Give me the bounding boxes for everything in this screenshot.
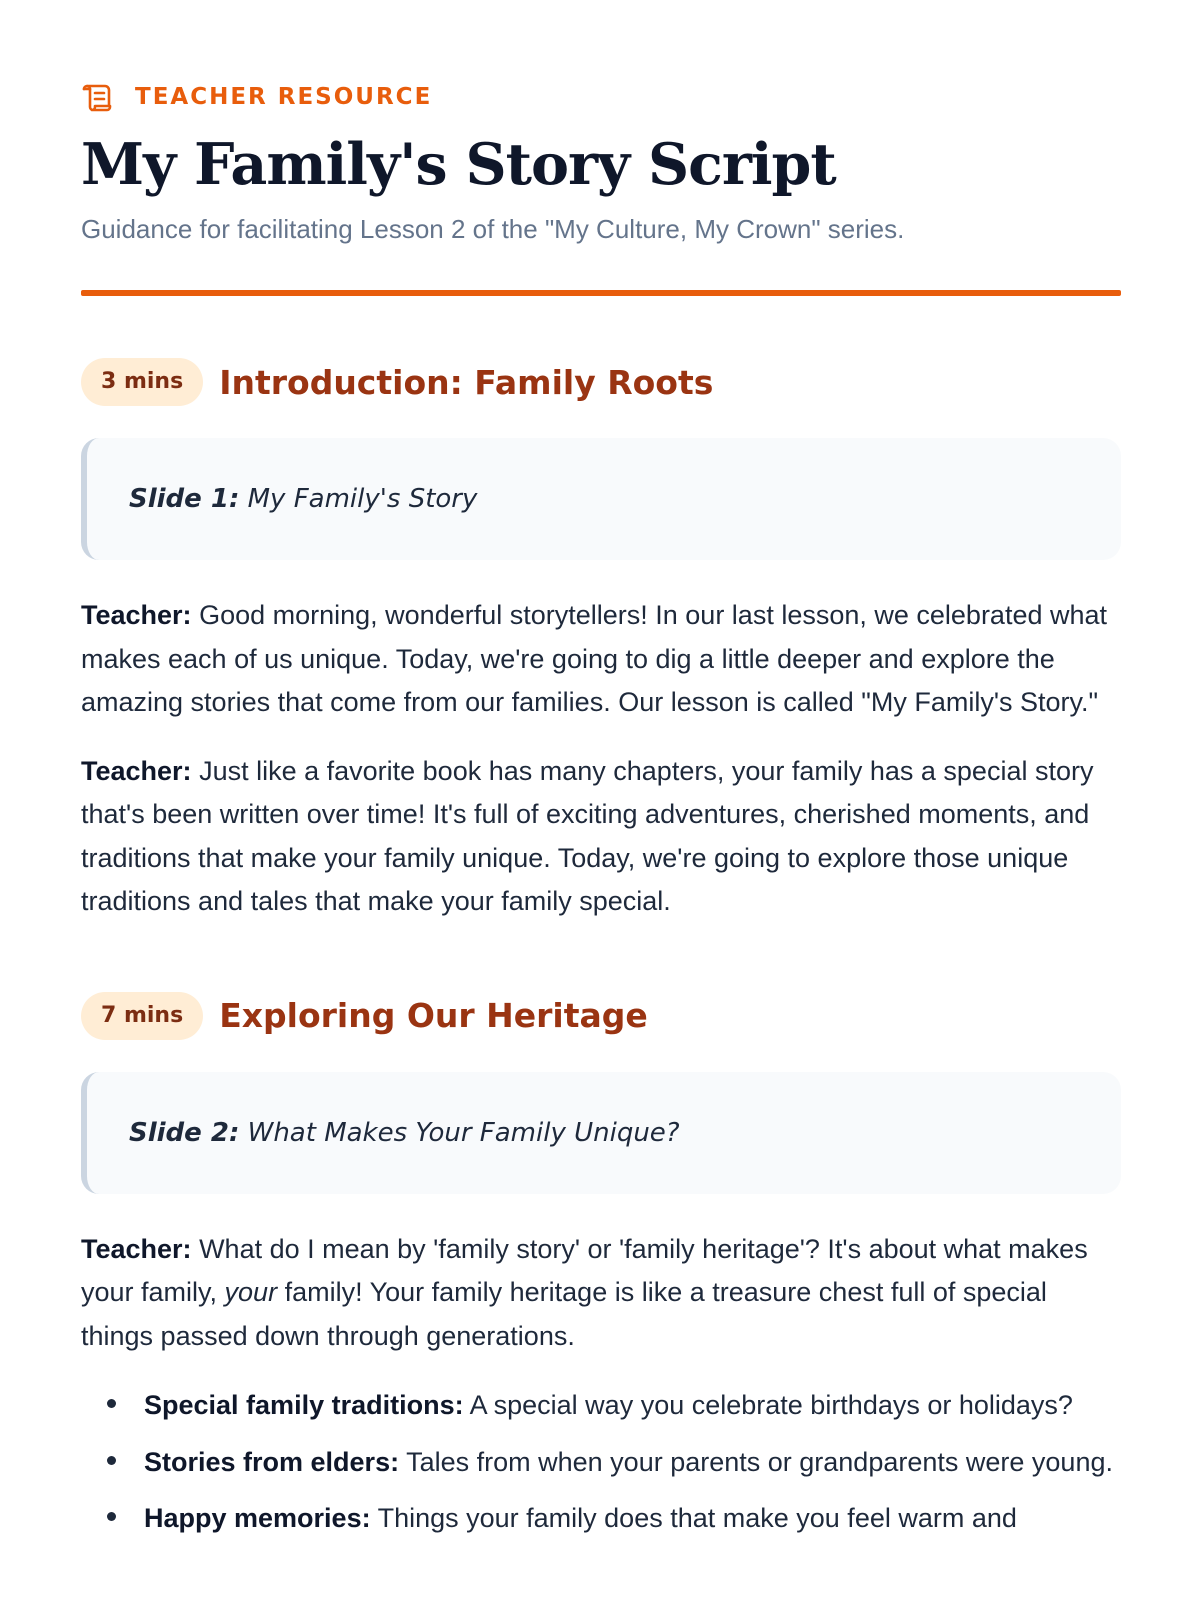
paragraph-text: Just like a favorite book has many chapters, your family has a special story that's been written over time! It's full of exciting adventures, cherished moments, and traditions that make your family unique. Today, we're going to explore those unique traditions and tales that make your family special. — [81, 755, 1094, 916]
bullet-icon — [107, 1456, 116, 1465]
list-item — [107, 1497, 1121, 1541]
slide-title: My Family's Story — [247, 484, 478, 514]
list-item-text: Things your family does that make you feel warm and — [377, 1503, 1017, 1533]
emphasis-text: your — [224, 1277, 278, 1307]
bullet-icon — [107, 1512, 116, 1521]
header-divider — [81, 290, 1121, 296]
eyebrow — [81, 80, 1121, 114]
time-badge: 3 mins — [81, 358, 203, 406]
script-paragraph — [81, 1228, 1121, 1359]
page-subtitle: Guidance for facilitating Lesson 2 of the "My Culture, My Crown" series. — [81, 214, 905, 244]
document-content — [81, 80, 1121, 1554]
speaker-label: Teacher: — [81, 600, 192, 630]
bullet-icon — [107, 1399, 116, 1408]
list-item — [107, 1384, 1121, 1428]
paragraph-text: Good morning, wonderful storytellers! In our last lesson, we celebrated what makes each of us unique. Today, we're going to dig a little deeper and explore the amazing stories that come from our families. Our lesson is called "My Family's Story." — [81, 600, 1108, 717]
script-paragraph — [81, 750, 1121, 924]
list-item-term: Happy memories: — [144, 1503, 371, 1533]
list-item-text: Tales from when your parents or grandparents were young. — [406, 1446, 1113, 1477]
slide-label: Slide 2: — [129, 1117, 240, 1148]
speaker-label: Teacher: — [81, 1233, 192, 1264]
heritage-list — [81, 1384, 1121, 1541]
time-badge: 7 mins — [81, 992, 203, 1040]
page-title: My Family's Story Script — [81, 131, 836, 198]
paragraph-text: family! Your family heritage is like a treasure chest full of special things passed down through generations. — [81, 1277, 1047, 1351]
slide-callout — [81, 438, 1121, 560]
script-paragraph — [81, 594, 1121, 725]
list-item — [107, 1441, 1121, 1485]
section-title: Exploring Our Heritage — [219, 996, 648, 1035]
scroll-icon — [81, 82, 113, 112]
slide-callout — [81, 1072, 1121, 1194]
section-title: Introduction: Family Roots — [219, 362, 714, 402]
list-item-term: Special family traditions: — [144, 1390, 464, 1420]
section-header-heritage — [81, 992, 1121, 1040]
paragraph-text: What do I mean by 'family story' or 'family heritage'? It's about what makes your family, — [81, 1233, 1088, 1307]
slide-label: Slide 1: — [129, 484, 240, 514]
speaker-label: Teacher: — [81, 755, 192, 786]
eyebrow-label: TEACHER RESOURCE — [135, 84, 433, 110]
list-item-text: A special way you celebrate birthdays or holidays? — [469, 1390, 1073, 1420]
section-header-introduction — [81, 358, 1121, 406]
list-item-term: Stories from elders: — [144, 1446, 400, 1477]
slide-title: What Makes Your Family Unique? — [247, 1117, 680, 1148]
